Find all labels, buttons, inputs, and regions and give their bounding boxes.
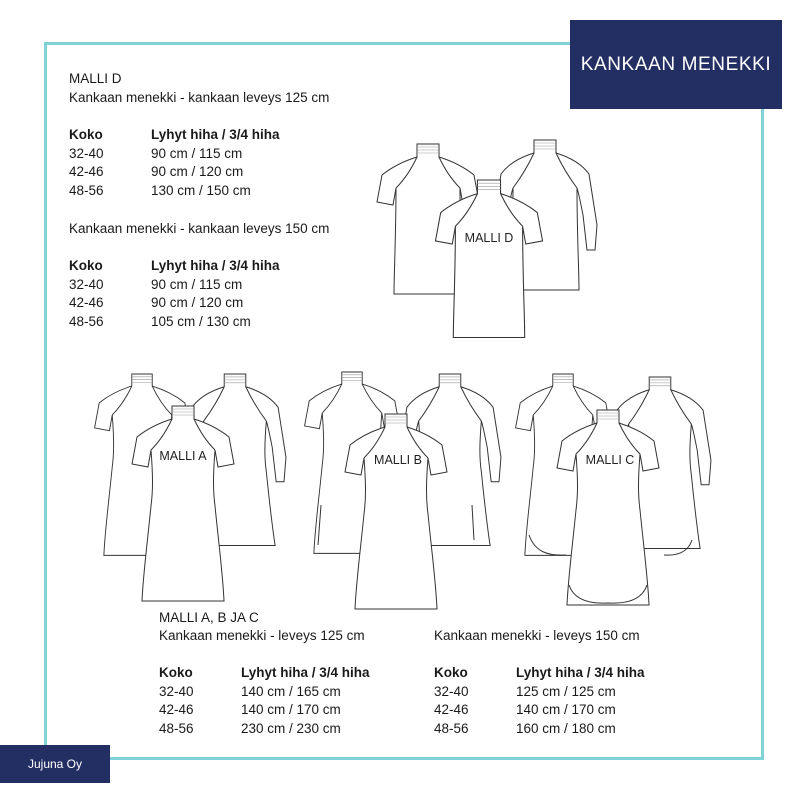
malli-abc-table-150: [434, 664, 645, 738]
table-row: [159, 701, 370, 720]
table-row: [159, 720, 370, 739]
value-cell: 90 cm / 120 cm: [151, 164, 244, 179]
malli-b-figure-label: MALLI B: [374, 453, 422, 467]
malli-d-caption-125: Kankaan menekki - kankaan leveys 125 cm: [69, 90, 330, 105]
value-cell: 140 cm / 170 cm: [241, 702, 341, 717]
col-sleeve-header: Lyhyt hiha / 3/4 hiha: [241, 665, 370, 680]
malli-abc-heading: MALLI A, B JA C: [159, 610, 259, 625]
size-cell: 42-46: [69, 295, 104, 310]
value-cell: 160 cm / 180 cm: [516, 720, 616, 736]
col-size-header: Koko: [69, 258, 103, 273]
size-cell: 42-46: [69, 164, 104, 179]
malli-a-figure-label: MALLI A: [159, 449, 207, 463]
table-row: [434, 683, 645, 702]
footer-brand-box: [0, 745, 110, 783]
value-cell: 125 cm / 125 cm: [516, 683, 616, 699]
col-sleeve-header: Lyhyt hiha / 3/4 hiha: [151, 258, 280, 273]
value-cell: 140 cm / 165 cm: [241, 683, 341, 699]
col-size-header: Koko: [159, 665, 193, 680]
col-size-header: Koko: [69, 127, 103, 142]
malli-c-figure-label: MALLI C: [585, 453, 635, 467]
size-cell: 32-40: [434, 683, 469, 699]
malli-abc-table-125: [159, 664, 370, 738]
col-size-header: Koko: [434, 665, 468, 680]
malli-abc-caption-150: Kankaan menekki - leveys 150 cm: [434, 628, 640, 643]
value-cell: 105 cm / 130 cm: [151, 313, 251, 329]
table-row: [434, 701, 645, 720]
size-cell: 48-56: [434, 720, 469, 736]
size-cell: 32-40: [69, 276, 104, 292]
table-row: [434, 720, 645, 739]
size-cell: 48-56: [159, 720, 194, 736]
malli-d-caption-150: Kankaan menekki - kankaan leveys 150 cm: [69, 221, 330, 236]
value-cell: 130 cm / 150 cm: [151, 182, 251, 198]
value-cell: 230 cm / 230 cm: [241, 720, 341, 736]
malli-d-heading: MALLI D: [69, 71, 122, 86]
malli-abc-caption-125: Kankaan menekki - leveys 125 cm: [159, 628, 365, 643]
col-sleeve-header: Lyhyt hiha / 3/4 hiha: [151, 127, 280, 142]
size-cell: 32-40: [159, 683, 194, 699]
table-row: [159, 683, 370, 702]
malli-d-figure-label: MALLI D: [464, 231, 514, 245]
col-sleeve-header: Lyhyt hiha / 3/4 hiha: [516, 665, 645, 680]
value-cell: 90 cm / 120 cm: [151, 295, 244, 310]
footer-brand: Jujuna Oy: [27, 757, 83, 771]
value-cell: 90 cm / 115 cm: [151, 145, 243, 161]
value-cell: 90 cm / 115 cm: [151, 276, 243, 292]
size-cell: 42-46: [434, 702, 469, 717]
size-cell: 48-56: [69, 182, 104, 198]
size-cell: 48-56: [69, 313, 104, 329]
size-cell: 42-46: [159, 702, 194, 717]
page-title: KANKAAN MENEKKI: [580, 53, 772, 75]
value-cell: 140 cm / 170 cm: [516, 702, 616, 717]
size-cell: 32-40: [69, 145, 104, 161]
